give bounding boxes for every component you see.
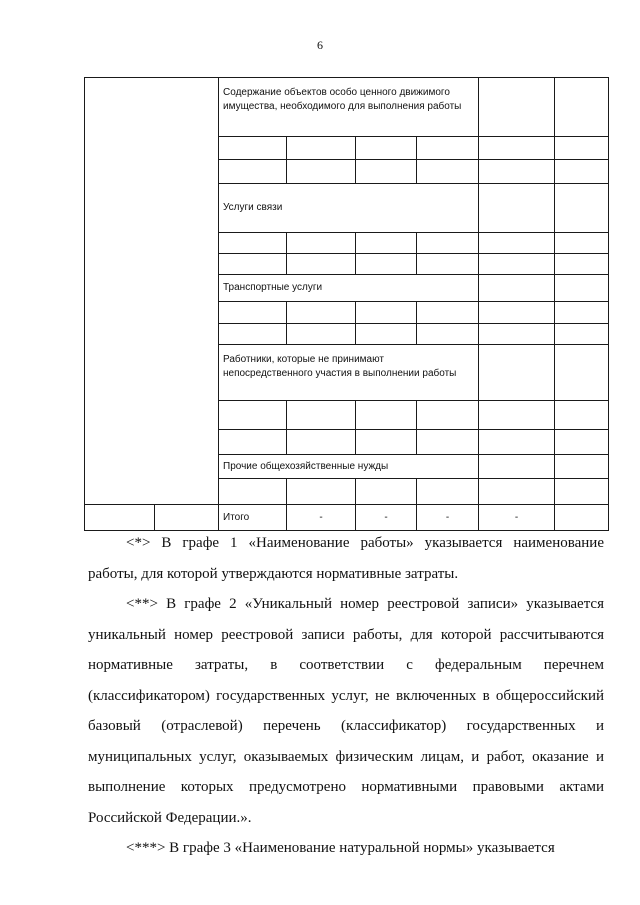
- table-cell: [479, 345, 555, 401]
- footnote-3: <***> В графе 3 «Наименование натуральной нормы» указывается: [126, 840, 555, 856]
- page-number: 6: [317, 38, 323, 52]
- table-cell: [479, 184, 555, 233]
- footnote-1: <*> В графе 1 «Наименование работы» указывается наименование работы, для которой утверждаются нормативные затраты.: [88, 535, 604, 582]
- footnote-2: <**> В графе 2 «Уникальный номер реестровой записи» указывается уникальный номер реестровой записи работы, для которой рассчитываются нормативные затраты, в соответствии с федеральным перечнем (классификатором) государственных услуг, не включенных в общероссийский базовый (отраслевой) перечень (классификатор) государственных и муниципальных услуг, оказываемых физическим лицам, и работ, оказание и выполнение которых предусмотрено нормативными правовыми актами Российской Федерации.».: [88, 596, 604, 826]
- total-label: Итого: [219, 505, 287, 531]
- row-label-equipment-maintenance: Содержание объектов особо ценного движимого имущества, необходимого для выполнения работы: [219, 78, 479, 137]
- table-cell: [555, 275, 609, 302]
- table-cell: [555, 345, 609, 401]
- row-label-transport-services: Транспортные услуги: [219, 275, 479, 302]
- table-cell: [479, 455, 555, 479]
- table-cell: [479, 275, 555, 302]
- table-cell: [555, 78, 609, 137]
- table-cell: [555, 184, 609, 233]
- total-value: -: [479, 505, 555, 531]
- footnotes: [88, 528, 604, 864]
- table-cell: [555, 505, 609, 531]
- row-label-communication-services: Услуги связи: [219, 184, 479, 233]
- row-label-non-direct-staff: Работники, которые не принимают непосредственного участия в выполнении работы: [219, 345, 479, 401]
- table-cell: [555, 455, 609, 479]
- table-cell: [479, 78, 555, 137]
- table-cell: [85, 505, 155, 531]
- table-cell: [155, 505, 219, 531]
- total-value: -: [417, 505, 479, 531]
- total-value: -: [287, 505, 356, 531]
- row-label-general-needs: Прочие общехозяйственные нужды: [219, 455, 479, 479]
- total-value: -: [356, 505, 417, 531]
- normative-costs-table: [84, 77, 609, 531]
- work-name-cell: [85, 78, 219, 505]
